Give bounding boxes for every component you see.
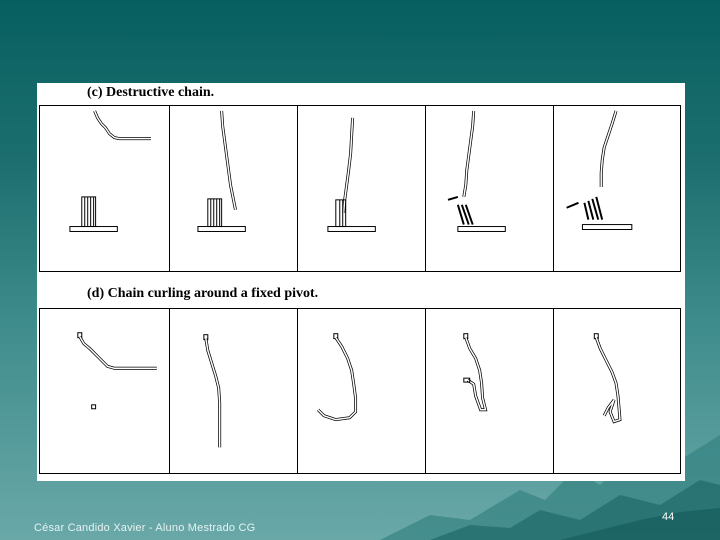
caption-destructive-chain: (c) Destructive chain. <box>87 85 215 100</box>
page-number: 44 <box>662 511 675 523</box>
panel-c3 <box>298 106 426 271</box>
panel-row-chain-curling <box>39 308 681 474</box>
panel-c2 <box>170 106 298 271</box>
footer-author: César Candido Xavier - Aluno Mestrado CG <box>34 522 256 534</box>
figure-image <box>37 83 685 481</box>
panel-c4 <box>426 106 554 271</box>
panel-d3 <box>298 309 426 473</box>
panel-d2 <box>170 309 298 473</box>
panel-d1 <box>40 309 170 473</box>
panel-d5 <box>554 309 682 473</box>
caption-chain-curling: (d) Chain curling around a fixed pivot. <box>87 286 319 301</box>
panel-row-destructive-chain <box>39 105 681 272</box>
panel-d4 <box>426 309 554 473</box>
panel-c5 <box>554 106 682 271</box>
panel-c1 <box>40 106 170 271</box>
